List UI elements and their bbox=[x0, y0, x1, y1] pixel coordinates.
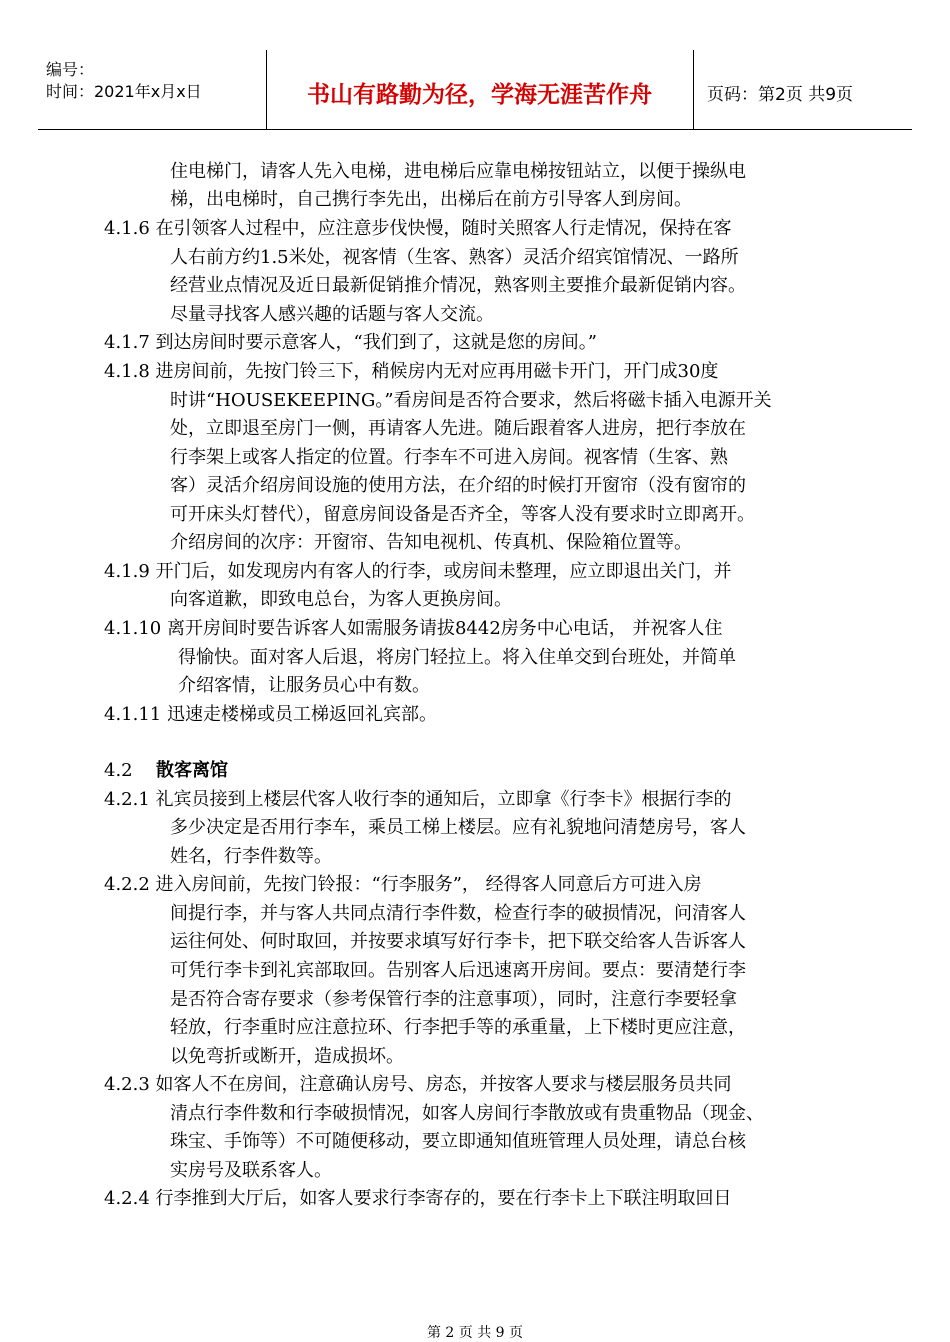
body-line: 介绍客情，让服务员心中有数。 bbox=[178, 675, 430, 696]
body-line: 介绍房间的次序：开窗帘、告知电视机、传真机、保险箱位置等。 bbox=[170, 532, 692, 553]
body-line: 尽量寻找客人感兴趣的话题与客人交流。 bbox=[170, 304, 494, 325]
body-line: 姓名，行李件数等。 bbox=[170, 846, 332, 867]
body-line: 时讲“HOUSEKEEPING。”看房间是否符合要求，然后将磁卡插入电源开关 bbox=[170, 390, 772, 411]
header-info-cell bbox=[38, 50, 267, 129]
body-line: 4.1.9 开门后，如发现房内有客人的行李，或房间未整理，应立即退出关门，并 bbox=[104, 561, 732, 582]
body-line: 多少决定是否用行李车，乘员工梯上楼层。应有礼貌地问清楚房号，客人 bbox=[170, 817, 746, 838]
body-line: 4.1.10 离开房间时要告诉客人如需服务请拔8442房务中心电话， 并祝客人住 bbox=[104, 618, 723, 639]
body-line: 4.1.6 在引领客人过程中，应注意步伐快慢，随时关照客人行走情况，保持在客 bbox=[104, 218, 732, 239]
body-line: 得愉快。面对客人后退，将房门轻拉上。将入住单交到台班处，并简单 bbox=[178, 647, 736, 668]
page-header bbox=[38, 50, 912, 130]
document-time-label: 时间：2021年x月x日 bbox=[46, 82, 202, 101]
body-line: 轻放，行李重时应注意拉环、行李把手等的承重量，上下楼时更应注意， bbox=[170, 1017, 746, 1038]
body-line: 4.1.11 迅速走楼梯或员工梯返回礼宾部。 bbox=[104, 704, 437, 725]
body-line: 是否符合寄存要求（参考保管行李的注意事项），同时，注意行李要轻拿 bbox=[170, 989, 737, 1010]
body-line: 人右前方约1.5米处，视客情（生客、熟客）灵活介绍宾馆情况、一路所 bbox=[170, 247, 739, 268]
body-line: 处，立即退至房门一侧，再请客人先进。随后跟着客人进房，把行李放在 bbox=[170, 418, 746, 439]
body-line: 可凭行李卡到礼宾部取回。告别客人后迅速离开房间。要点：要清楚行李 bbox=[170, 960, 746, 981]
body-line: 运往何处、何时取回，并按要求填写好行李卡，把下联交给客人告诉客人 bbox=[170, 931, 746, 952]
body-line: 客）灵活介绍房间设施的使用方法，在介绍的时候打开窗帘（没有窗帘的 bbox=[170, 475, 746, 496]
body-line: 4.1.8 进房间前，先按门铃三下，稍候房内无对应再用磁卡开门，开门成30度 bbox=[104, 361, 719, 382]
body-line: 4.2.3 如客人不在房间，注意确认房号、房态，并按客人要求与楼层服务员共同 bbox=[104, 1074, 732, 1095]
page-footer: 第 2 页 共 9 页 bbox=[426, 1325, 524, 1341]
body-line: 向客道歉，即致电总台，为客人更换房间。 bbox=[170, 589, 512, 610]
section-title: 散客离馆 bbox=[156, 760, 228, 781]
body-line: 住电梯门，请客人先入电梯，进电梯后应靠电梯按钮站立，以便于操纵电 bbox=[170, 161, 746, 182]
body-line: 可开床头灯替代），留意房间设备是否齐全，等客人没有要求时立即离开。 bbox=[170, 504, 755, 525]
body-line: 经营业点情况及近日最新促销推介情况，熟客则主要推介最新促销内容。 bbox=[170, 275, 746, 296]
body-line: 4.2.2 进入房间前，先按门铃报：“行李服务”， 经得客人同意后方可进入房 bbox=[104, 874, 702, 895]
body-line: 4.1.7 到达房间时要示意客人，“我们到了，这就是您的房间。” bbox=[104, 332, 597, 353]
body-line: 实房号及联系客人。 bbox=[170, 1160, 332, 1181]
body-line: 4.2.1 礼宾员接到上楼层代客人收行李的通知后，立即拿《行李卡》根据行李的 bbox=[104, 789, 732, 810]
body-line: 间提行李，并与客人共同点清行李件数，检查行李的破损情况，问清客人 bbox=[170, 903, 746, 924]
body-line: 行李架上或客人指定的位置。行李车不可进入房间。视客情（生客、熟 bbox=[170, 447, 728, 468]
header-motto: 书山有路勤为径，学海无涯苦作舟 bbox=[307, 82, 652, 108]
document-number-label: 编号： bbox=[46, 60, 95, 79]
body-line: 以免弯折或断开，造成损坏。 bbox=[170, 1046, 404, 1067]
body-line: 梯，出电梯时，自己携行李先出，出梯后在前方引导客人到房间。 bbox=[170, 189, 692, 210]
section-number: 4.2 bbox=[104, 760, 133, 781]
body-line: 清点行李件数和行李破损情况，如客人房间行李散放或有贵重物品（现金、 bbox=[170, 1103, 764, 1124]
header-page-code: 页码：第2页 共9页 bbox=[707, 85, 854, 105]
body-line: 珠宝、手饰等）不可随便移动，要立即通知值班管理人员处理，请总台核 bbox=[170, 1131, 746, 1152]
body-line: 4.2.4 行李推到大厅后，如客人要求行李寄存的，要在行李卡上下联注明取回日 bbox=[104, 1188, 732, 1209]
header-page-cell bbox=[693, 50, 912, 129]
header-motto-cell bbox=[266, 50, 694, 129]
